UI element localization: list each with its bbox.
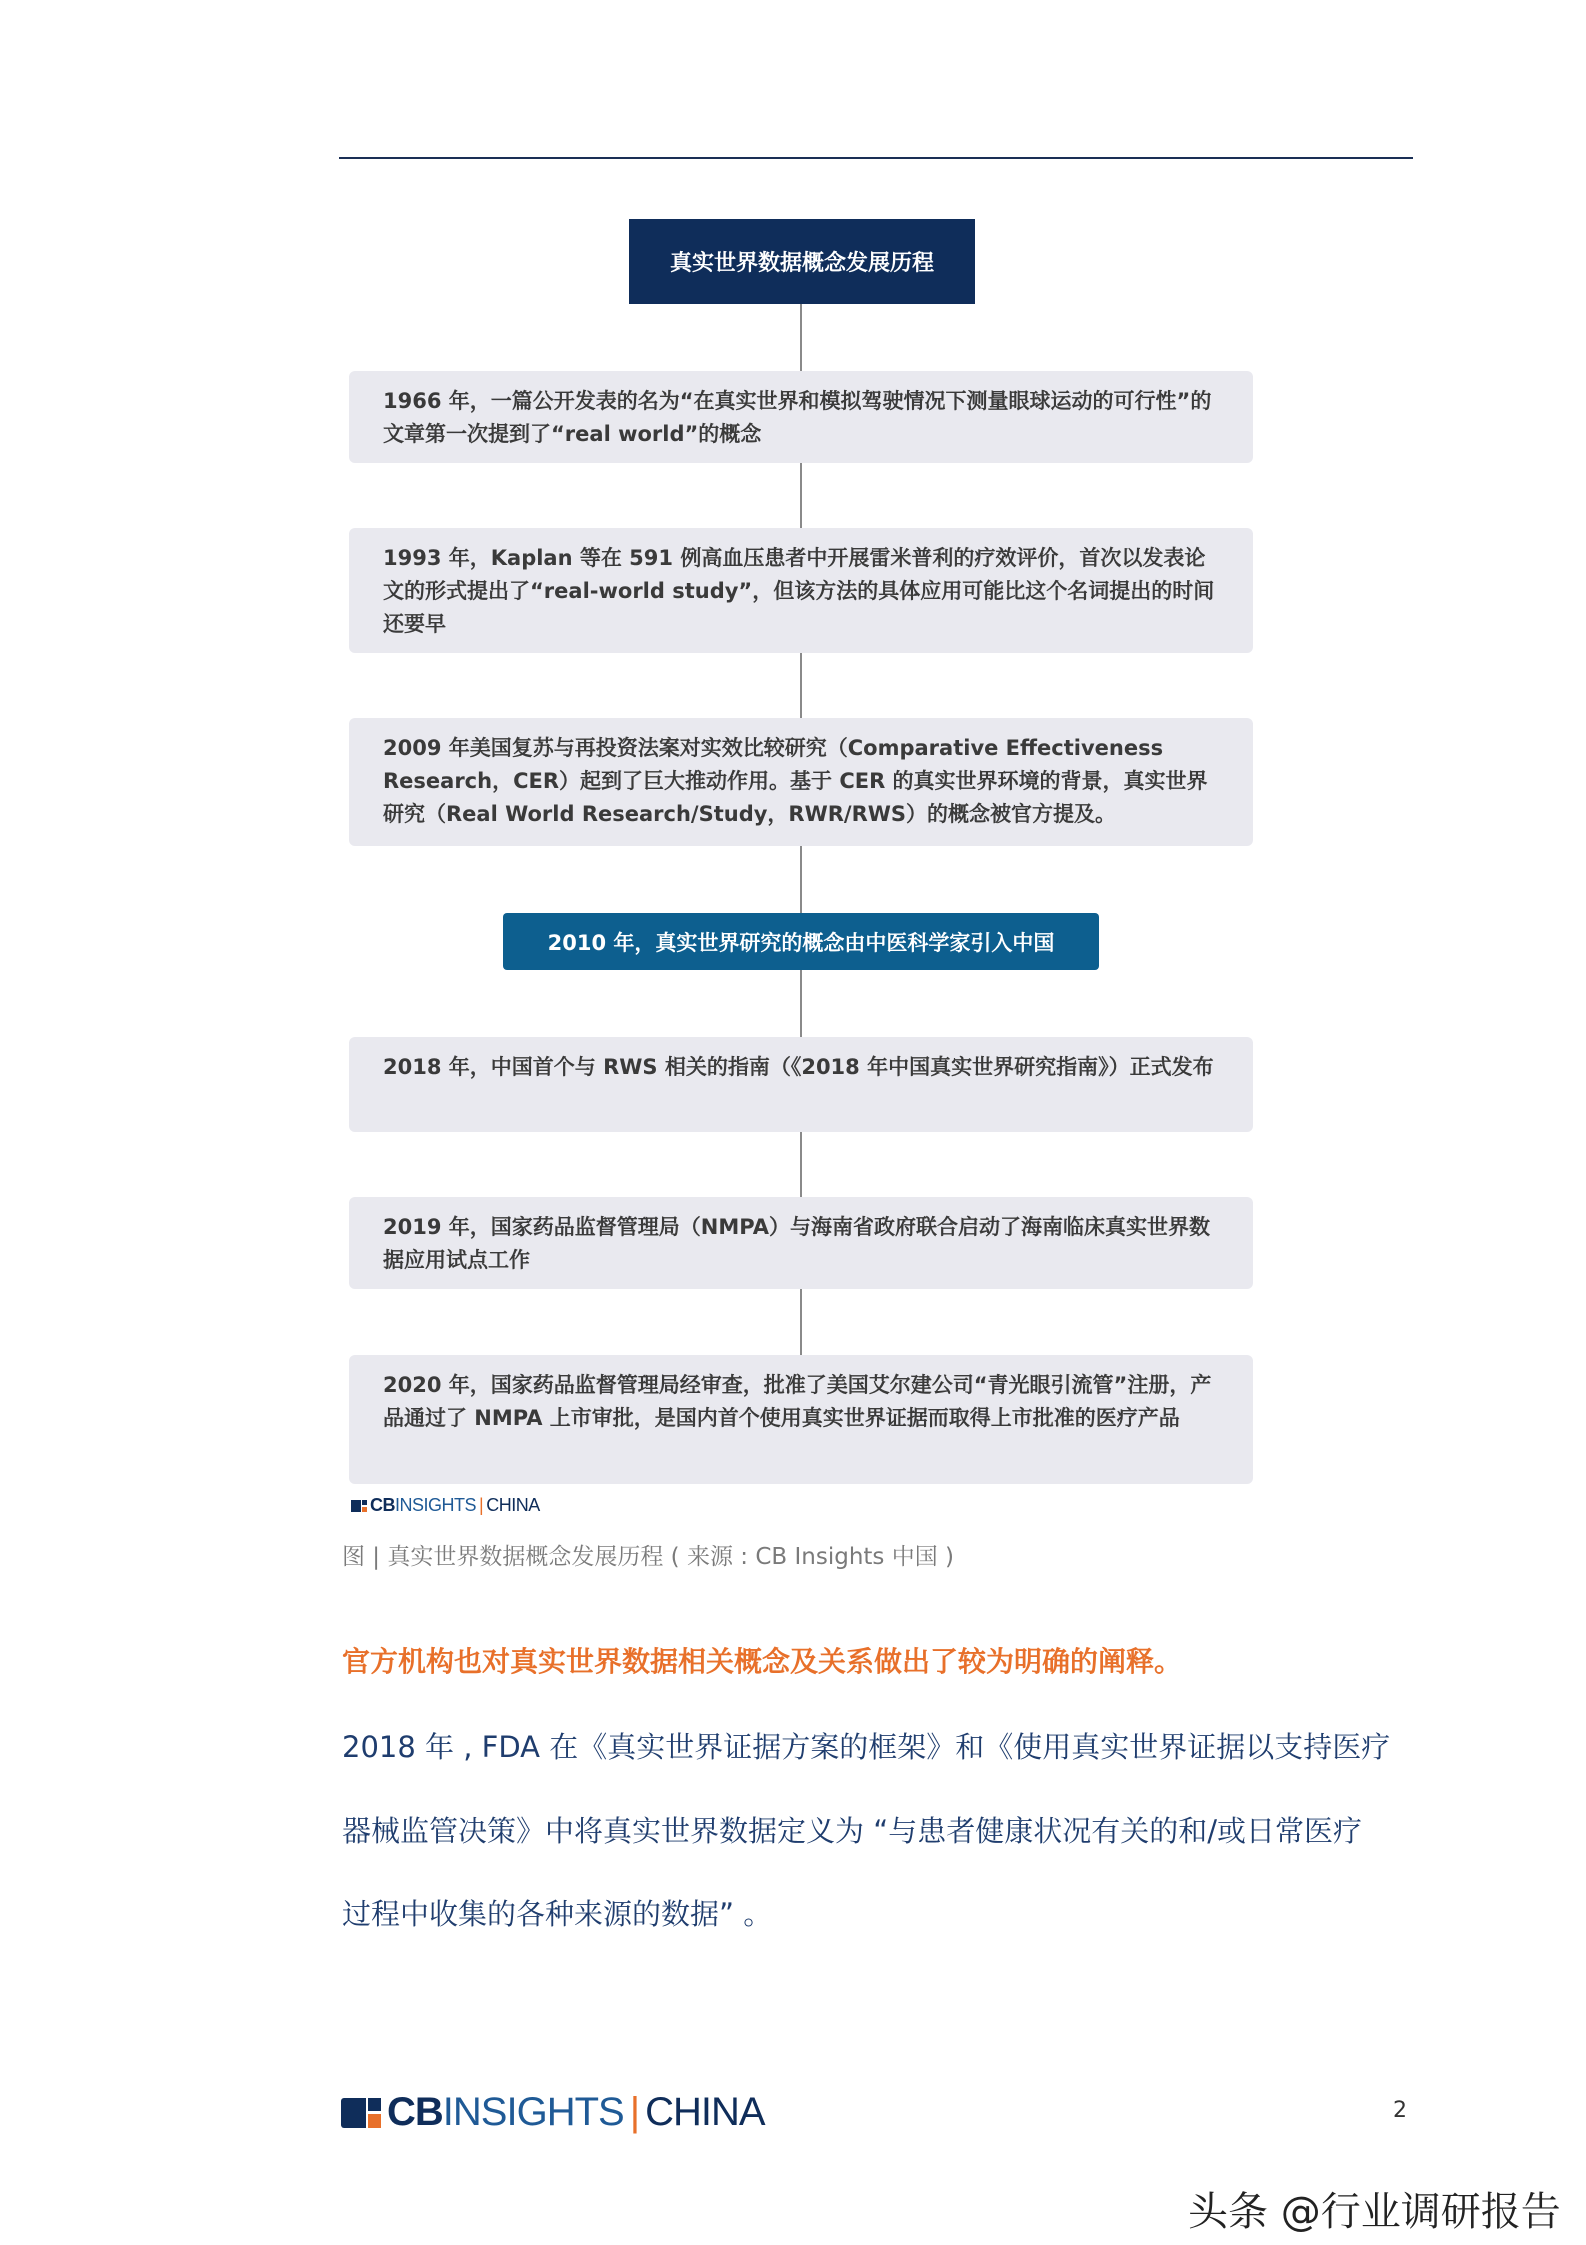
connector-line	[800, 1132, 802, 1197]
section-heading: 官方机构也对真实世界数据相关概念及关系做出了较为明确的阐释。	[342, 1645, 1183, 1678]
connector-line	[800, 653, 802, 718]
cbinsights-china-footer-logo: CB INSIGHTS | CHINA	[341, 2090, 765, 2135]
connector-line	[800, 846, 802, 913]
page-number: 2	[1393, 2098, 1407, 2123]
figure-caption: 图 | 真实世界数据概念发展历程 ( 来源 : CB Insights 中国 )	[342, 1544, 954, 1570]
timeline-event-1993: 1993 年，Kaplan 等在 591 例高血压患者中开展雷米普利的疗效评价，首次以发表论文的形式提出了“real-world study”，但该方法的具体应用可能比这个名词提出的时间还要早	[349, 528, 1253, 653]
timeline-title: 真实世界数据概念发展历程	[629, 219, 975, 304]
timeline-event-2018: 2018 年，中国首个与 RWS 相关的指南（《2018 年中国真实世界研究指南》）正式发布	[349, 1037, 1253, 1132]
watermark: 头条 @行业调研报告	[1188, 2189, 1561, 2235]
connector-line	[800, 304, 802, 371]
timeline-event-2020: 2020 年，国家药品监督管理局经审查，批准了美国艾尔建公司“青光眼引流管”注册，产品通过了 NMPA 上市审批，是国内首个使用真实世界证据而取得上市批准的医疗产品	[349, 1355, 1253, 1484]
header-rule	[339, 157, 1413, 159]
connector-line	[800, 970, 802, 1037]
cbinsights-logo-icon	[351, 1500, 367, 1512]
paragraph-line: 器械监管决策》中将真实世界数据定义为 “与患者健康状况有关的和/或日常医疗	[342, 1814, 1363, 1848]
timeline-highlight-2010: 2010 年，真实世界研究的概念由中医科学家引入中国	[503, 913, 1099, 970]
timeline-event-1966: 1966 年，一篇公开发表的名为“在真实世界和模拟驾驶情况下测量眼球运动的可行性”的文章第一次提到了“real world”的概念	[349, 371, 1253, 463]
paragraph-line: 过程中收集的各种来源的数据” 。	[342, 1897, 773, 1931]
timeline-event-2019: 2019 年，国家药品监督管理局（NMPA）与海南省政府联合启动了海南临床真实世界数据应用试点工作	[349, 1197, 1253, 1289]
paragraph-line: 2018 年 , FDA 在《真实世界证据方案的框架》和《使用真实世界证据以支持医疗	[342, 1730, 1391, 1764]
timeline-event-2009: 2009 年美国复苏与再投资法案对实效比较研究（Comparative Effectiveness Research，CER）起到了巨大推动作用。基于 CER 的真实世界环境的背景，真实世界研究（Real World Research/Study，RWR/RWS）的概念被官方提及。	[349, 718, 1253, 846]
connector-line	[800, 463, 802, 528]
cbinsights-china-logo-small: CB INSIGHTS | CHINA	[351, 1495, 540, 1516]
cbinsights-logo-icon	[341, 2098, 381, 2128]
connector-line	[800, 1289, 802, 1355]
